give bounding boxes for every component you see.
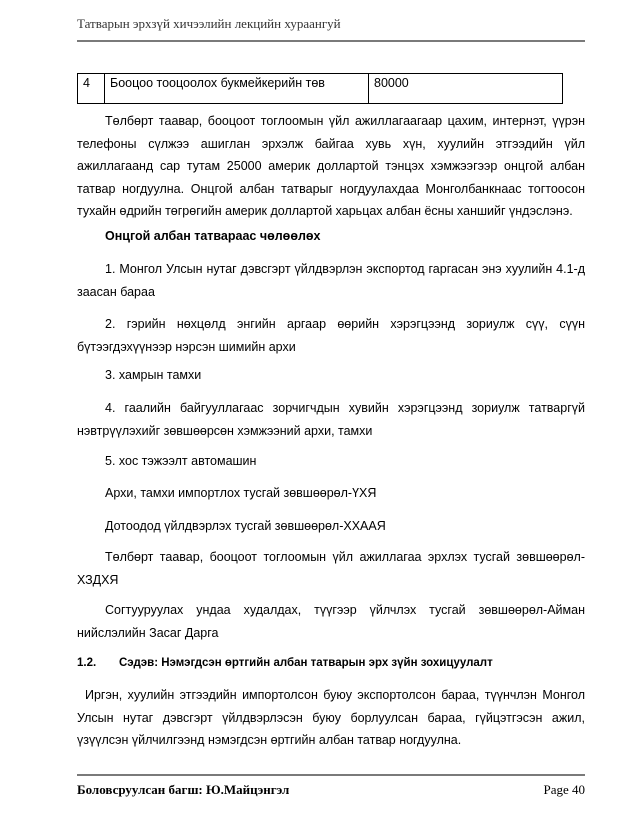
- header-title: Татварын эрхзүй хичээлийн лекцийн хураангуй: [77, 16, 341, 31]
- page-footer: [77, 774, 585, 797]
- table-row: [78, 74, 563, 104]
- exemption-item-3: 3. хамрын тамхи: [105, 368, 202, 382]
- row-number: 4: [78, 74, 105, 104]
- section-heading: [77, 652, 493, 675]
- footer-author: Боловсруулсан багш: Ю.Майцэнгэл: [77, 782, 290, 797]
- permit-line-2: Дотоодод үйлдвэрлэх тусгай зөвшөөрөл-ХХААЯ: [105, 519, 386, 533]
- permit-line-3: Төлбөрт таавар, бооцоот тоглоомын үйл ажиллагаа эрхлэх тусгай зөвшөөрөл-ХЗДХЯ: [77, 550, 585, 587]
- exemption-item-4: 4. гаалийн байгууллагаас зорчигчдын хувийн хэрэгцээнд зориулж татваргүй нэвтрүүлэхийг зөвшөөрсөн хэмжээний архи, тамхи: [77, 401, 585, 438]
- row-amount: 80000: [369, 74, 563, 104]
- paragraph-betting-tax: Төлбөрт таавар, бооцоот тоглоомын үйл ажиллагаагаар цахим, интернэт, үүрэн телефоны сүлжээ ашиглан эрхэлж байгаа хувь хүн, хуулийн этгээдийн үйл ажиллагаанд сар тутам 25000 америк доллартой тэнцэх хэмжээгээр онцгой албан татвар ногдуулна. Онцгой албан татварыг ногдуулахдаа Монголбанкнаас тогтоосон тухайн өдрийн төгрөгийн америк доллартой харьцах албан ёсны ханшийг үндэслэнэ.: [77, 114, 585, 218]
- exemption-heading: Онцгой албан татвараас чөлөөлөх: [105, 229, 321, 243]
- section-number: 1.2.: [77, 657, 97, 669]
- tax-table: [77, 73, 563, 104]
- permit-line-4: Согтууруулах ундаа худалдах, түүгээр үйлчлэх тусгай зөвшөөрөл-Айман нийслэлийн Засаг Дарга: [77, 603, 585, 640]
- footer-page-number: Page 40: [543, 782, 585, 797]
- page-header: [77, 12, 585, 42]
- exemption-item-1: 1. Монгол Улсын нутаг дэвсгэрт үйлдвэрлэн экспортод гаргасан энэ хуулийн 4.1-д заасан бараа: [77, 262, 585, 299]
- permit-line-1: Архи, тамхи импортлох тусгай зөвшөөрөл-ҮХЯ: [105, 486, 377, 500]
- paragraph-vat: Иргэн, хуулийн этгээдийн импортолсон буюу экспортолсон бараа, түүнчлэн Монгол Улсын нутаг дэвсгэрт үйлдвэрлэсэн буюу борлуулсан бараа, гүйцэтгэсэн ажил, үзүүлсэн үйлчилгээнд нэмэгдсэн өртгийн албан татвар ногдуулна.: [77, 688, 585, 747]
- exemption-item-2: 2. гэрийн нөхцөлд энгийн аргаар өөрийн хэрэгцээнд зориулж сүү, сүүн бүтээгдэхүүнээр нэрсэн шимийн архи: [77, 317, 585, 354]
- row-name: Бооцоо тооцоолох букмейкерийн төв: [105, 74, 369, 104]
- section-title: Сэдэв: Нэмэгдсэн өртгийн албан татварын эрх зүйн зохицуулалт: [119, 657, 493, 669]
- exemption-item-5: 5. хос тэжээлт автомашин: [105, 454, 257, 468]
